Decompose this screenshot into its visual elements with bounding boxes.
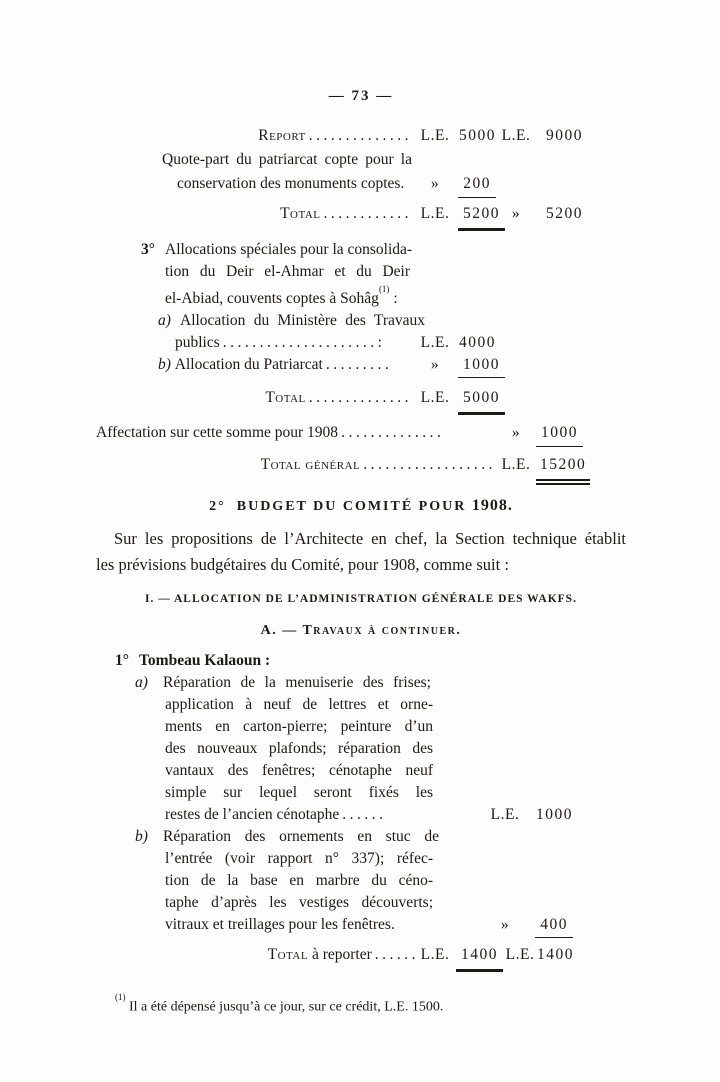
amount-cell: 1000: [536, 806, 573, 824]
amount-cell: 1000: [536, 421, 583, 447]
sub-item-b: [96, 826, 626, 848]
intro-paragraph: [96, 526, 626, 578]
currency-label: L.E.: [505, 946, 535, 964]
amount-cell: 5000: [459, 127, 496, 144]
ledger-row-affectation: [96, 421, 583, 447]
dot-leader: ..............: [308, 127, 412, 144]
item-text-line: Réparation des ornements en stuc de: [163, 828, 439, 846]
amount-cell: 200: [458, 172, 496, 198]
currency-label: L.E.: [490, 806, 520, 824]
amount-cell: 1400: [451, 943, 503, 972]
item-text-line: el-Abiad, couvents coptes à Sohâg$^{(1)}$ :: [165, 284, 398, 308]
sub-item-letter: b): [135, 828, 148, 846]
currency-label: »: [511, 205, 521, 222]
currency-label: L.E.: [420, 205, 450, 222]
currency-label: »: [500, 916, 510, 934]
currency-label: L.E.: [420, 946, 450, 964]
item-title: Tombeau Kalaoun :: [139, 652, 271, 670]
row-label: publics .....................:: [175, 334, 386, 352]
travaux-a-continuer-heading: A. — Travaux à continuer.: [260, 623, 462, 639]
dot-leader: ..................: [363, 456, 496, 474]
ledger-row-quote-part: [96, 172, 583, 198]
dot-leader: ......: [342, 806, 387, 824]
dot-leader: ..............: [341, 424, 445, 442]
row-label: Total général ..................: [260, 456, 496, 474]
item-text-line: taphe d’après les vestiges découverts;: [165, 894, 433, 912]
sub-item-a: [96, 672, 626, 694]
dot-leader: .....................:: [222, 334, 386, 352]
row-label: Report ..............: [258, 127, 412, 144]
row-label: Total à reporter ......: [267, 946, 419, 964]
amount-cell: 400: [521, 914, 573, 938]
item-3-heading: [96, 239, 626, 261]
currency-label: L.E.: [501, 127, 531, 144]
paragraph-line: les prévisions budgétaires du Comité, pour 1908, comme suit :: [96, 555, 509, 575]
row-label: b) Allocation du Patriarcat .........: [158, 356, 393, 374]
item-text-line: tion du Deir el-Ahmar et du Deir: [165, 263, 410, 280]
page-number: — 73 —: [328, 88, 394, 104]
amount-cell: 9000: [546, 127, 583, 144]
ledger-row-item1b: [96, 914, 573, 938]
currency-label: L.E.: [501, 456, 531, 474]
item-text-line: Allocations spéciales pour la consolida-: [165, 241, 413, 258]
ledger-row-total-general: [96, 453, 587, 485]
ledger-row-alloc-b: [96, 354, 583, 378]
amount-cell: 5200: [546, 205, 583, 222]
amount-cell: 1000: [458, 354, 496, 378]
currency-label: »: [430, 356, 440, 374]
item-text-line: simple sur lequel seront fixés les: [165, 784, 433, 802]
sub-item-a: [96, 310, 626, 332]
allocation-wakfs-heading: I. — ALLOCATION DE L’ADMINISTRATION GÉNÉRALE DES WAKFS.: [145, 593, 577, 606]
item-text-line: Réparation de la menuiserie des frises;: [163, 674, 431, 692]
row-label: Total ..............: [265, 389, 412, 407]
item-text-line: ments en carton-pierre; peinture d’un: [165, 718, 433, 736]
dot-leader: ..............: [308, 389, 412, 407]
ledger-row-total-reporter: [96, 943, 573, 972]
ledger-row-total-2: [96, 386, 583, 415]
dot-leader: .........: [325, 356, 393, 374]
ledger-row-report: [96, 124, 583, 148]
item-text-line: Allocation du Ministère des Travaux: [180, 312, 425, 330]
row-label: restes de l’ancien cénotaphe ......: [165, 806, 387, 824]
item-text-line: vantaux des fenêtres; cénotaphe neuf: [165, 762, 433, 780]
item-text-line: tion de la base en marbre du céno-: [165, 872, 433, 890]
currency-label: »: [511, 424, 521, 442]
item-1-heading: [96, 650, 626, 672]
row-label: Total ............: [280, 205, 412, 222]
item-text-line: des nouveaux plafonds; réparation des: [165, 740, 433, 758]
ledger-text-line: Quote-part du patriarcat copte pour la: [162, 151, 412, 168]
ledger-row-item1a: [96, 804, 573, 826]
amount-cell: 15200: [536, 453, 583, 485]
paragraph-line: Sur les propositions de l’Architecte en chef, la Section technique établit: [114, 529, 626, 549]
budget-section-heading: 2° BUDGET DU COMITÉ POUR 1908.: [209, 497, 513, 515]
footnote-text: Il a été dépensé jusqu’à ce jour, sur ce crédit, L.E. 1500.: [129, 999, 444, 1015]
dot-leader: ............: [323, 205, 412, 222]
currency-label: L.E.: [420, 334, 450, 352]
amount-cell: 4000: [459, 334, 496, 352]
item-number: 3°: [141, 241, 155, 258]
ledger-row-total-1: [96, 202, 583, 231]
sub-item-letter: a): [158, 312, 171, 330]
currency-label: L.E.: [420, 127, 450, 144]
currency-label: L.E.: [420, 389, 450, 407]
footnote-marker: (1): [115, 992, 126, 1003]
sub-item-letter: a): [135, 674, 148, 692]
item-text-line: l’entrée (voir rapport n° 337); réfec-: [165, 850, 433, 868]
amount-cell: 5000: [458, 386, 496, 415]
item-number: 1°: [115, 652, 129, 670]
row-label: conservation des monuments coptes.: [177, 175, 405, 192]
currency-label: »: [430, 175, 440, 192]
row-label: vitraux et treillages pour les fenêtres.: [165, 916, 395, 934]
amount-cell: 1400: [537, 946, 574, 964]
ledger-row-alloc-a: [96, 332, 583, 354]
footnote-ref: (1): [378, 284, 390, 294]
dot-leader: ......: [374, 946, 419, 964]
sub-item-letter: b): [158, 356, 171, 374]
row-label: Affectation sur cette somme pour 1908 ..............: [96, 424, 445, 442]
footnote: [96, 992, 626, 1018]
amount-cell: 5200: [458, 202, 496, 231]
item-text-line: application à neuf de lettres et orne-: [165, 696, 433, 714]
